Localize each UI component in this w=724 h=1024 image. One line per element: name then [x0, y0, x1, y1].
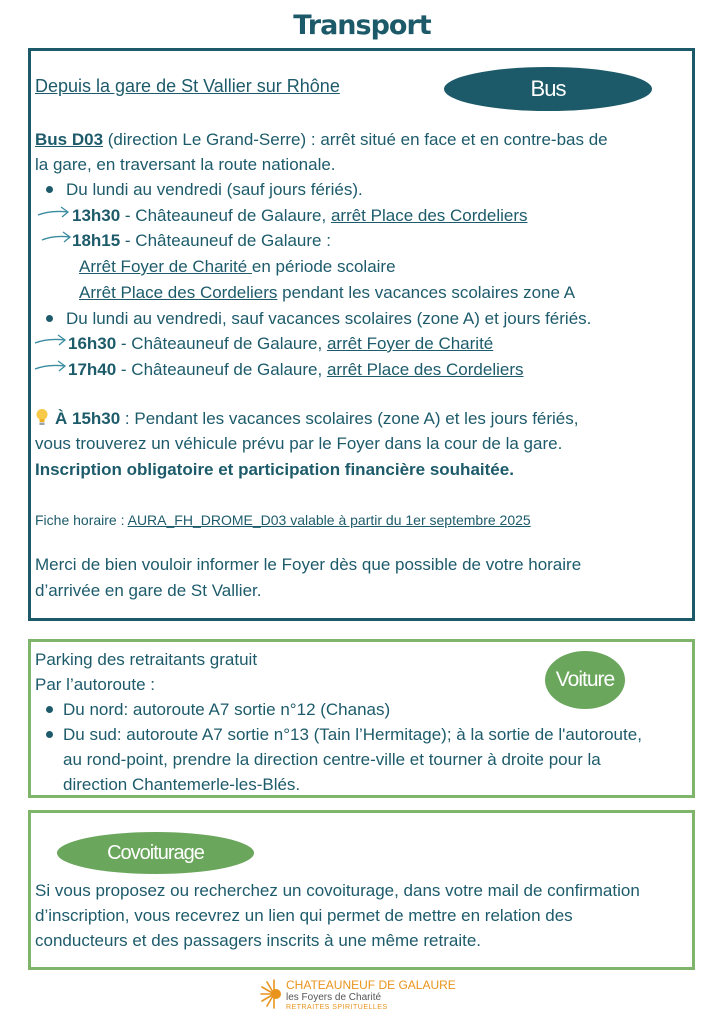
fiche-link[interactable]: AURA_FH_DROME_D03 valable à partir du 1er septembre 2025 — [127, 512, 531, 528]
car-item-south-1: Du sud: autoroute A7 sortie n°13 (Tain l’Hermitage); à la sortie de l'autoroute, — [63, 725, 642, 744]
bullet-icon — [46, 731, 53, 738]
car-item-south-3: direction Chantemerle-les-Blés. — [63, 775, 301, 794]
car-badge: Voiture — [545, 651, 625, 709]
note-text: : Pendant les vacances scolaires (zone A) et les jours fériés, — [120, 409, 579, 428]
car-item-north: Du nord: autoroute A7 sortie n°12 (Chanas) — [63, 700, 391, 719]
stop-link[interactable]: arrêt Place des Cordeliers — [326, 360, 524, 379]
schedule-row-3 — [79, 254, 396, 279]
carpool-line-3: conducteurs et des passagers inscrits à une même retraite. — [35, 931, 481, 950]
stop-link[interactable]: Arrêt Foyer de Charité — [79, 257, 252, 276]
car-line-2: Par l’autoroute : — [35, 675, 156, 694]
period-text: en période scolaire — [251, 257, 396, 276]
note-line-2: vous trouverez un véhicule prévu par le Foyer dans la cour de la gare. — [35, 434, 563, 453]
bus-heading: Depuis la gare de St Vallier sur Rhône — [35, 76, 340, 96]
schedule-section-2: Du lundi au vendredi, sauf vacances scolaires (zone A) et jours fériés. — [66, 309, 592, 328]
departure-time: 13h30 — [72, 206, 121, 225]
schedule-section-1: Du lundi au vendredi (sauf jours fériés). — [66, 180, 363, 199]
destination-text: - Châteauneuf de Galaure : — [120, 231, 331, 250]
note-line-1 — [55, 406, 578, 431]
merci-line-1: Merci de bien vouloir informer le Foyer dès que possible de votre horaire — [35, 555, 582, 574]
schedule-row-5 — [68, 331, 493, 356]
carpool-line-1: Si vous proposez ou recherchez un covoiturage, dans votre mail de confirmation — [35, 881, 640, 900]
schedule-row-1 — [72, 203, 527, 228]
arrow-icon — [37, 205, 71, 221]
schedule-row-4 — [79, 280, 575, 305]
bus-badge: Bus — [444, 67, 652, 111]
arrow-icon — [34, 359, 68, 375]
departure-time: 17h40 — [68, 360, 117, 379]
bus-intro-text: (direction Le Grand-Serre) : arrêt situé en face et en contre-bas de — [103, 130, 608, 149]
stop-link[interactable]: Arrêt Place des Cordeliers — [79, 283, 278, 302]
footer-name: CHATEAUNEUF DE GALAURE — [286, 978, 456, 992]
note-time: À 15h30 — [55, 409, 121, 428]
destination-text: - Châteauneuf de Galaure, — [120, 206, 331, 225]
sun-logo-icon — [260, 978, 284, 1010]
arrow-icon — [41, 230, 73, 246]
footer-subtitle: les Foyers de Charité — [286, 992, 382, 1003]
car-item-south-2: au rond-point, prendre la direction centre-ville et tourner à droite pour la — [63, 750, 601, 769]
bus-intro-line2: la gare, en traversant la route nationale. — [35, 155, 336, 174]
fiche-horaire — [35, 508, 531, 533]
departure-time: 16h30 — [68, 334, 117, 353]
bullet-icon — [46, 186, 53, 193]
stop-link[interactable]: arrêt Foyer de Charité — [326, 334, 494, 353]
carpool-line-2: d’inscription, vous recevrez un lien qui permet de mettre en relation des — [35, 906, 573, 925]
fiche-label: Fiche horaire : — [35, 512, 128, 528]
departure-time: 18h15 — [72, 231, 121, 250]
bullet-icon — [46, 706, 53, 713]
period-text: pendant les vacances scolaires zone A — [277, 283, 576, 302]
bus-intro — [35, 127, 608, 152]
destination-text: - Châteauneuf de Galaure, — [116, 360, 327, 379]
destination-text: - Châteauneuf de Galaure, — [116, 334, 327, 353]
schedule-row-2 — [72, 228, 331, 253]
schedule-row-6 — [68, 357, 523, 382]
car-line-1: Parking des retraitants gratuit — [35, 650, 258, 669]
stop-link[interactable]: arrêt Place des Cordeliers — [330, 206, 528, 225]
note-line-3: Inscription obligatoire et participation financière souhaitée. — [35, 460, 514, 479]
footer-tagline: RETRAITES SPIRITUELLES — [286, 1004, 388, 1011]
bus-line-name: Bus D03 — [35, 130, 104, 149]
merci-line-2: d’arrivée en gare de St Vallier. — [35, 581, 262, 600]
bullet-icon — [46, 315, 53, 322]
page-title: Transport — [293, 10, 431, 41]
lightbulb-icon — [35, 408, 49, 426]
arrow-icon — [34, 333, 68, 349]
carpool-badge: Covoiturage — [57, 832, 254, 874]
